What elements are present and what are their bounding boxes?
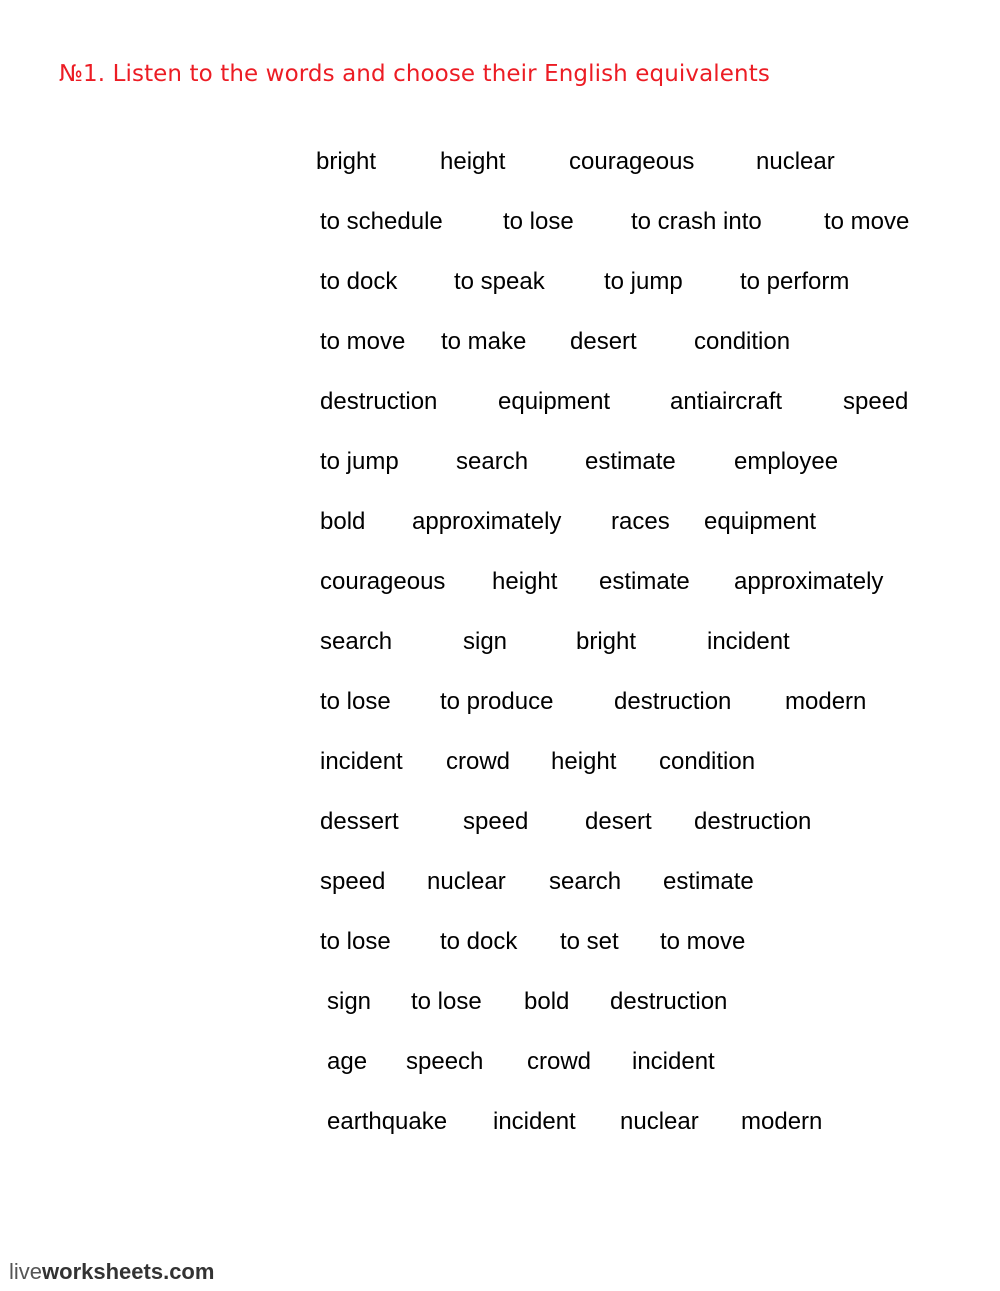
word-row: [0, 387, 1000, 417]
word-option[interactable]: to move: [660, 928, 746, 955]
word-option[interactable]: sign: [463, 628, 508, 655]
word-row: [0, 927, 1000, 957]
word-option[interactable]: to jump: [604, 268, 683, 295]
logo-text-suffix: .com: [163, 1259, 215, 1284]
word-option[interactable]: nuclear: [427, 868, 506, 895]
word-option[interactable]: desert: [585, 808, 652, 835]
word-option[interactable]: to move: [824, 208, 910, 235]
word-option[interactable]: equipment: [498, 388, 611, 415]
word-option[interactable]: desert: [570, 328, 637, 355]
word-option[interactable]: search: [456, 448, 529, 475]
word-option[interactable]: to lose: [320, 928, 391, 955]
word-option[interactable]: bright: [316, 148, 377, 175]
word-option[interactable]: approximately: [412, 508, 562, 535]
word-option[interactable]: incident: [493, 1108, 576, 1135]
word-option[interactable]: to lose: [411, 988, 482, 1015]
word-option[interactable]: to move: [320, 328, 406, 355]
word-row: [0, 507, 1000, 537]
word-row: [0, 567, 1000, 597]
word-option[interactable]: bold: [320, 508, 366, 535]
liveworksheets-logo[interactable]: [9, 1259, 214, 1285]
word-row: [0, 627, 1000, 657]
word-option[interactable]: to crash into: [631, 208, 762, 235]
word-row: [0, 207, 1000, 237]
word-option[interactable]: to dock: [320, 268, 398, 295]
word-row: [0, 147, 1000, 177]
word-option[interactable]: crowd: [446, 748, 511, 775]
word-option[interactable]: destruction: [614, 688, 732, 715]
word-option[interactable]: to schedule: [320, 208, 443, 235]
word-option[interactable]: nuclear: [620, 1108, 699, 1135]
word-row: [0, 807, 1000, 837]
word-option[interactable]: dessert: [320, 808, 399, 835]
word-option[interactable]: destruction: [694, 808, 812, 835]
word-option[interactable]: search: [320, 628, 393, 655]
word-option[interactable]: employee: [734, 448, 839, 475]
word-option[interactable]: equipment: [704, 508, 817, 535]
word-option[interactable]: earthquake: [327, 1108, 448, 1135]
word-row: [0, 867, 1000, 897]
word-option[interactable]: antiaircraft: [670, 388, 783, 415]
word-option[interactable]: modern: [741, 1108, 823, 1135]
word-option[interactable]: sign: [327, 988, 372, 1015]
word-option[interactable]: to lose: [503, 208, 574, 235]
logo-text-bold: worksheets: [42, 1259, 164, 1284]
word-option[interactable]: speed: [843, 388, 909, 415]
worksheet-title: №1. Listen to the words and choose their English equivalents: [59, 61, 770, 87]
word-option[interactable]: destruction: [610, 988, 728, 1015]
word-option[interactable]: to lose: [320, 688, 391, 715]
word-option[interactable]: modern: [785, 688, 867, 715]
word-option[interactable]: destruction: [320, 388, 438, 415]
word-option[interactable]: incident: [320, 748, 403, 775]
word-row: [0, 1047, 1000, 1077]
word-row: [0, 987, 1000, 1017]
word-option[interactable]: estimate: [663, 868, 754, 895]
word-option[interactable]: to dock: [440, 928, 518, 955]
word-option[interactable]: height: [492, 568, 558, 595]
word-option[interactable]: condition: [659, 748, 756, 775]
word-option[interactable]: height: [440, 148, 506, 175]
word-option[interactable]: approximately: [734, 568, 884, 595]
word-option[interactable]: incident: [707, 628, 790, 655]
word-option[interactable]: to perform: [740, 268, 850, 295]
word-option[interactable]: speed: [463, 808, 529, 835]
logo-text-light: live: [9, 1259, 43, 1284]
word-row: [0, 267, 1000, 297]
word-option[interactable]: courageous: [320, 568, 446, 595]
word-option[interactable]: to jump: [320, 448, 399, 475]
word-row: [0, 327, 1000, 357]
word-option[interactable]: speech: [406, 1048, 484, 1075]
word-row: [0, 747, 1000, 777]
word-option[interactable]: crowd: [527, 1048, 592, 1075]
word-option[interactable]: to speak: [454, 268, 545, 295]
word-option[interactable]: nuclear: [756, 148, 835, 175]
word-option[interactable]: races: [611, 508, 670, 535]
word-option[interactable]: age: [327, 1048, 368, 1075]
word-option[interactable]: to produce: [440, 688, 554, 715]
word-row: [0, 447, 1000, 477]
word-row: [0, 687, 1000, 717]
word-option[interactable]: speed: [320, 868, 386, 895]
word-option[interactable]: incident: [632, 1048, 715, 1075]
word-option[interactable]: to set: [560, 928, 619, 955]
word-row: [0, 1107, 1000, 1137]
word-option[interactable]: height: [551, 748, 617, 775]
word-option[interactable]: estimate: [585, 448, 676, 475]
word-option[interactable]: bright: [576, 628, 637, 655]
word-option[interactable]: to make: [441, 328, 527, 355]
word-option[interactable]: bold: [524, 988, 570, 1015]
word-option[interactable]: search: [549, 868, 622, 895]
word-option[interactable]: courageous: [569, 148, 695, 175]
word-option[interactable]: condition: [694, 328, 791, 355]
word-option[interactable]: estimate: [599, 568, 690, 595]
